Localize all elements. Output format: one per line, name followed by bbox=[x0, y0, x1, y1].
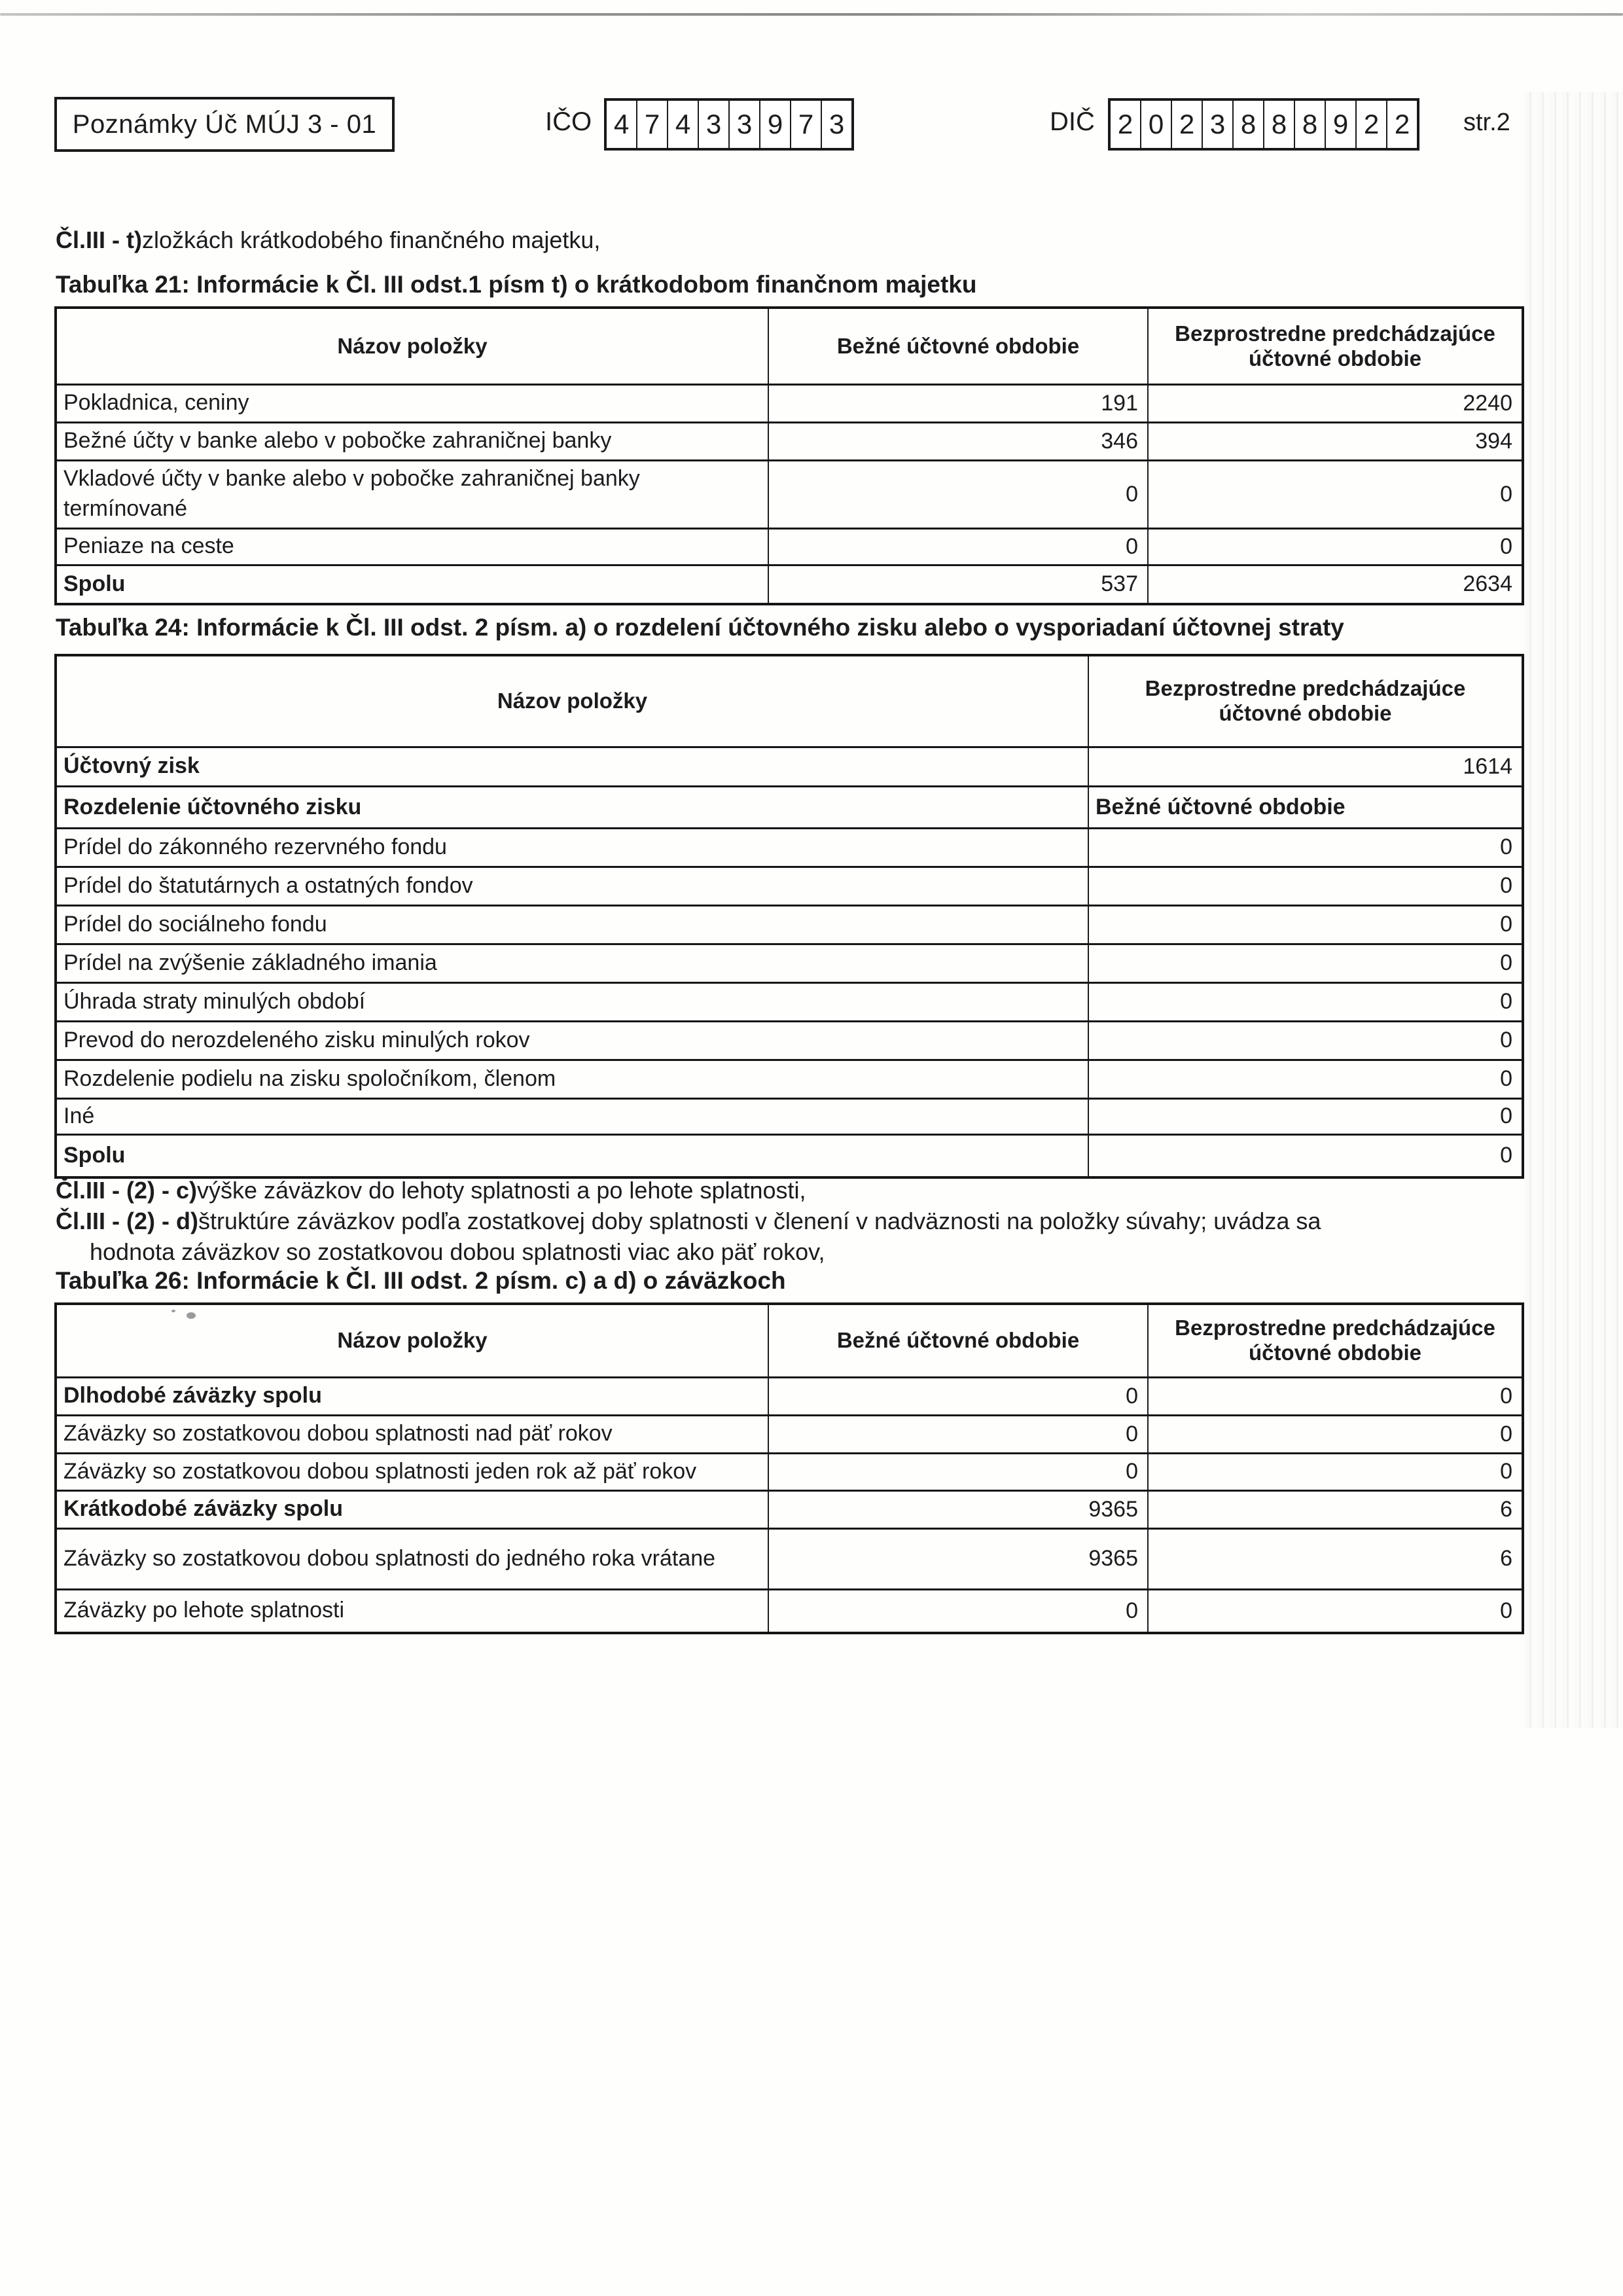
ico-digit: 4 bbox=[667, 101, 698, 148]
row-current-value: 0 bbox=[1088, 1098, 1523, 1134]
table-row bbox=[56, 905, 1523, 944]
dic-digit: 0 bbox=[1140, 101, 1171, 148]
table-row bbox=[56, 1021, 1523, 1060]
scan-edge-line bbox=[0, 13, 1623, 16]
row-label: Dlhodobé záväzky spolu bbox=[56, 1377, 768, 1415]
row-current-value: 346 bbox=[768, 422, 1148, 460]
row-previous-value: 0 bbox=[1148, 1589, 1523, 1633]
row-current-value: 0 bbox=[768, 1415, 1148, 1453]
row-label: Rozdelenie podielu na zisku spoločníkom, členom bbox=[56, 1060, 1088, 1098]
table26-col-header: Bezprostredne predchádzajúce účtovné obdobie bbox=[1148, 1304, 1523, 1377]
table-row bbox=[56, 1589, 1523, 1633]
table21 bbox=[54, 306, 1524, 605]
section-heading-lead: Čl.III - t) bbox=[56, 226, 142, 253]
row-current-value: 0 bbox=[768, 1377, 1148, 1415]
row-current-value: 9365 bbox=[768, 1490, 1148, 1528]
table-row bbox=[56, 422, 1523, 460]
table-row bbox=[56, 747, 1523, 786]
row-label: Prídel na zvýšenie základného imania bbox=[56, 944, 1088, 982]
row-current-value: 0 bbox=[1088, 1021, 1523, 1060]
dic-digit: 2 bbox=[1117, 109, 1133, 139]
row-previous-value: 0 bbox=[1148, 1415, 1523, 1453]
table24-col-header: Bezprostredne predchádzajúce účtovné obdobie bbox=[1088, 655, 1523, 747]
row-previous-value: 6 bbox=[1148, 1490, 1523, 1528]
table24-col-header: Názov položky bbox=[56, 655, 1088, 747]
page-number: str.2 bbox=[1463, 109, 1510, 136]
table-row bbox=[56, 1490, 1523, 1528]
row-label: Záväzky so zostatkovou dobou splatnosti do jedného roka vrátane bbox=[56, 1528, 768, 1589]
row-current-value: 0 bbox=[1088, 1060, 1523, 1098]
table-row bbox=[56, 1377, 1523, 1415]
row-current-value: 0 bbox=[1088, 1134, 1523, 1177]
row-label: Prídel do zákonného rezervného fondu bbox=[56, 828, 1088, 867]
scan-streaks bbox=[1525, 92, 1623, 1728]
row-previous-value: 0 bbox=[1148, 528, 1523, 565]
row-subheader-value: Bežné účtovné obdobie bbox=[1088, 786, 1523, 828]
table-total-row bbox=[56, 565, 1523, 604]
row-label: Pokladnica, ceniny bbox=[56, 384, 768, 422]
section-heading-rest: štruktúre záväzkov podľa zostatkovej doby splatnosti v členení v nadväznosti na položky súvahy; uvádza sa bbox=[198, 1208, 1321, 1234]
row-current-value: 0 bbox=[1088, 944, 1523, 982]
section-heading-lead: Čl.III - (2) - d) bbox=[56, 1208, 198, 1234]
dic-digit: 2 bbox=[1355, 101, 1386, 148]
row-previous-value: 6 bbox=[1148, 1528, 1523, 1589]
table-row bbox=[56, 982, 1523, 1021]
dic-digit: 8 bbox=[1232, 101, 1263, 148]
table24 bbox=[54, 654, 1524, 1179]
table-row bbox=[56, 867, 1523, 905]
section-heading-lead: Čl.III - (2) - c) bbox=[56, 1177, 197, 1204]
row-label: Záväzky so zostatkovou dobou splatnosti jeden rok až päť rokov bbox=[56, 1453, 768, 1490]
table-total-row bbox=[56, 1134, 1523, 1177]
section-heading-rest: zložkách krátkodobého finančného majetku, bbox=[141, 226, 601, 253]
row-label: Spolu bbox=[56, 565, 768, 604]
dic-digit: 8 bbox=[1294, 101, 1325, 148]
dic-label: DIČ bbox=[1050, 107, 1095, 136]
row-current-value: 191 bbox=[768, 384, 1148, 422]
row-previous-value: 2240 bbox=[1148, 384, 1523, 422]
row-label: Prídel do sociálneho fondu bbox=[56, 905, 1088, 944]
table-subheader-row bbox=[56, 786, 1523, 828]
dic-digit: 3 bbox=[1202, 101, 1232, 148]
section-heading-rest: výške záväzkov do lehoty splatnosti a po lehote splatnosti, bbox=[197, 1177, 806, 1204]
row-label: Rozdelenie účtovného zisku bbox=[56, 786, 1088, 828]
table-row bbox=[56, 460, 1523, 528]
row-label: Záväzky so zostatkovou dobou splatnosti nad päť rokov bbox=[56, 1415, 768, 1453]
row-label: Bežné účty v banke alebo v pobočke zahraničnej banky bbox=[56, 422, 768, 460]
row-current-value: 0 bbox=[1088, 905, 1523, 944]
row-current-value: 0 bbox=[768, 528, 1148, 565]
table26 bbox=[54, 1302, 1524, 1634]
row-label: Prevod do nerozdeleného zisku minulých rokov bbox=[56, 1021, 1088, 1060]
row-label: Vkladové účty v banke alebo v pobočke zahraničnej banky termínované bbox=[56, 460, 768, 528]
table26-col-header: Bežné účtovné obdobie bbox=[768, 1304, 1148, 1377]
ico-digit: 3 bbox=[698, 101, 728, 148]
table24-title: Tabuľka 24: Informácie k Čl. III odst. 2 písm. a) o rozdelení účtovného zisku alebo o vysporiadaní účtovnej straty bbox=[56, 614, 1344, 641]
table-row bbox=[56, 384, 1523, 422]
table-row bbox=[56, 828, 1523, 867]
section-heading-c bbox=[56, 1177, 806, 1204]
table26-col-header: Názov položky bbox=[56, 1304, 768, 1377]
row-current-value: 0 bbox=[768, 1589, 1148, 1633]
row-label: Prídel do štatutárnych a ostatných fondov bbox=[56, 867, 1088, 905]
form-title-box bbox=[54, 97, 395, 152]
dic-digit: 2 bbox=[1171, 101, 1202, 148]
table21-col-header: Bezprostredne predchádzajúce účtovné obdobie bbox=[1148, 308, 1523, 384]
table21-title: Tabuľka 21: Informácie k Čl. III odst.1 písm t) o krátkodobom finančnom majetku bbox=[56, 271, 977, 298]
row-label: Krátkodobé záväzky spolu bbox=[56, 1490, 768, 1528]
table21-col-header: Názov položky bbox=[56, 308, 768, 384]
dic-digit: 9 bbox=[1325, 101, 1355, 148]
row-current-value: 0 bbox=[1088, 867, 1523, 905]
section-heading-d-line2: hodnota záväzkov so zostatkovou dobou splatnosti viac ako päť rokov, bbox=[90, 1238, 825, 1265]
row-previous-value: 2634 bbox=[1148, 565, 1523, 604]
ico-digit: 3 bbox=[728, 101, 759, 148]
row-current-value: 537 bbox=[768, 565, 1148, 604]
row-current-value: 0 bbox=[768, 460, 1148, 528]
row-label: Účtovný zisk bbox=[56, 747, 1088, 786]
row-current-value: 0 bbox=[768, 1453, 1148, 1490]
dic-digit: 8 bbox=[1263, 101, 1294, 148]
row-current-value: 0 bbox=[1088, 828, 1523, 867]
table-row bbox=[56, 528, 1523, 565]
table-row bbox=[56, 1528, 1523, 1589]
section-heading-t bbox=[56, 226, 600, 254]
ico-digit: 4 bbox=[613, 109, 630, 139]
row-label: Spolu bbox=[56, 1134, 1088, 1177]
row-label: Úhrada straty minulých období bbox=[56, 982, 1088, 1021]
form-title: Poznámky Úč MÚJ 3 - 01 bbox=[72, 109, 377, 139]
row-previous-value: 1614 bbox=[1088, 747, 1523, 786]
ico-digit-boxes bbox=[604, 98, 854, 151]
row-label: Peniaze na ceste bbox=[56, 528, 768, 565]
row-label: Iné bbox=[56, 1098, 1088, 1134]
row-previous-value: 0 bbox=[1148, 1453, 1523, 1490]
dic-digit-boxes bbox=[1108, 98, 1419, 151]
ico-digit: 7 bbox=[636, 101, 667, 148]
table-row bbox=[56, 1415, 1523, 1453]
ico-digit: 9 bbox=[759, 101, 790, 148]
ico-digit: 3 bbox=[821, 101, 851, 148]
row-current-value: 9365 bbox=[768, 1528, 1148, 1589]
row-current-value: 0 bbox=[1088, 982, 1523, 1021]
ico-label: IČO bbox=[545, 107, 592, 136]
table21-col-header: Bežné účtovné obdobie bbox=[768, 308, 1148, 384]
dic-digit: 2 bbox=[1386, 101, 1417, 148]
row-previous-value: 394 bbox=[1148, 422, 1523, 460]
table-row bbox=[56, 1098, 1523, 1134]
ico-digit: 7 bbox=[790, 101, 821, 148]
row-previous-value: 0 bbox=[1148, 460, 1523, 528]
table-row bbox=[56, 1453, 1523, 1490]
table26-title: Tabuľka 26: Informácie k Čl. III odst. 2 písm. c) a d) o záväzkoch bbox=[56, 1267, 786, 1294]
row-previous-value: 0 bbox=[1148, 1377, 1523, 1415]
section-heading-d bbox=[56, 1208, 1321, 1235]
table-row bbox=[56, 944, 1523, 982]
table-row bbox=[56, 1060, 1523, 1098]
row-label: Záväzky po lehote splatnosti bbox=[56, 1589, 768, 1633]
